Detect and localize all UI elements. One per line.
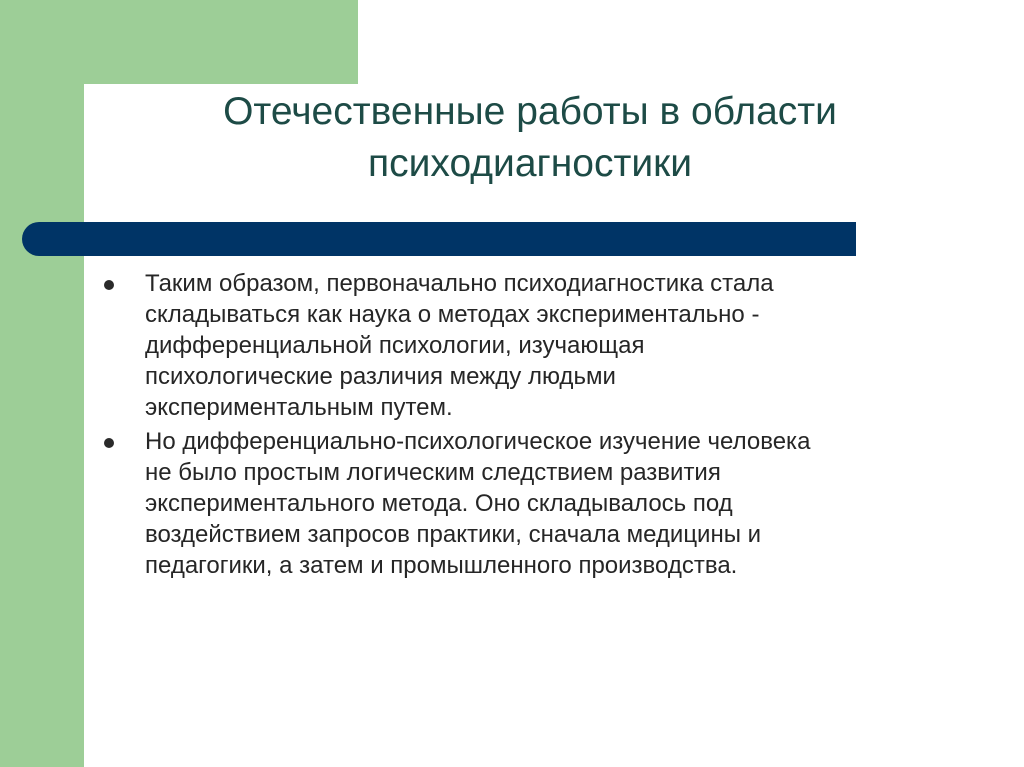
slide-title-line-1: Отечественные работы в области xyxy=(223,90,837,133)
green-top-block xyxy=(0,0,358,84)
title-underline-bar xyxy=(22,222,856,256)
bullet-dot-icon xyxy=(104,280,114,290)
bullet-text-line: Таким образом, первоначально психодиагностика стала xyxy=(145,270,774,297)
bullet-text-line: складываться как наука о методах экспериментально - xyxy=(145,301,760,328)
bullet-text-line: экспериментального метода. Оно складывалось под xyxy=(145,490,733,517)
bullet-text-line: психологические различия между людьми xyxy=(145,363,616,390)
bullet-text-line: педагогики, а затем и промышленного производства. xyxy=(145,552,738,579)
bullet-text-line: не было простым логическим следствием развития xyxy=(145,459,721,486)
bullet-item xyxy=(104,426,964,581)
bullet-item xyxy=(104,268,964,423)
slide-title xyxy=(120,86,940,190)
bullet-text-line: Но дифференциально-психологическое изучение человека xyxy=(145,428,811,455)
slide-title-line-2: психодиагностики xyxy=(368,142,692,185)
bullet-dot-icon xyxy=(104,438,114,448)
bullet-text-line: экспериментальным путем. xyxy=(145,394,453,421)
green-side-strip xyxy=(0,0,84,767)
bullet-text-line: воздействием запросов практики, сначала медицины и xyxy=(145,521,762,548)
bullet-list xyxy=(104,268,964,584)
bullet-text-line: дифференциальной психологии, изучающая xyxy=(145,332,645,359)
